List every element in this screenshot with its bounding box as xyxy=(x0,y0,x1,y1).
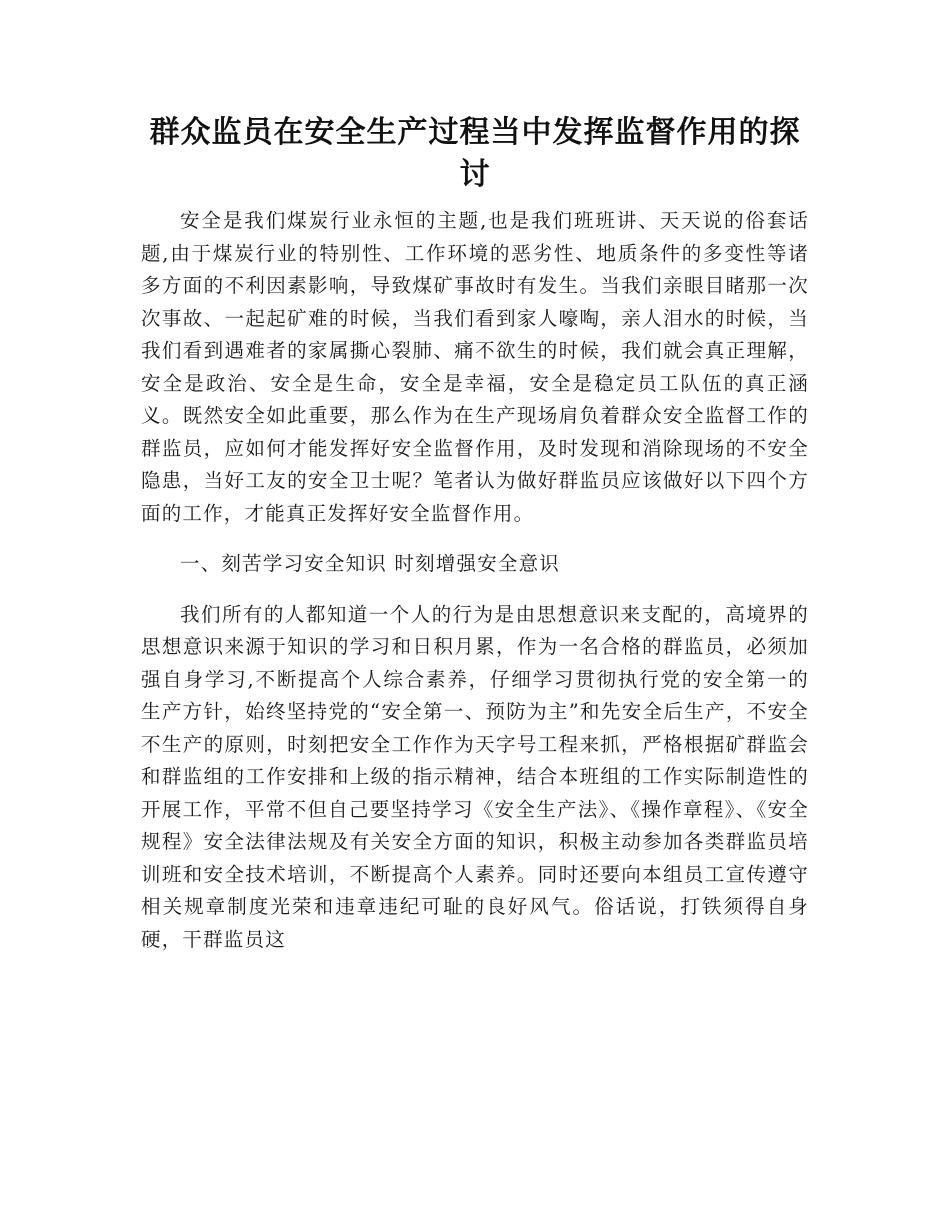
section-heading-1: 一、刻苦学习安全知识 时刻增强安全意识 xyxy=(180,552,560,575)
paragraph-section-1: 我们所有的人都知道一个人的行为是由思想意识来支配的，高境界的思想意识来源于知识的学习和日积月累，作为一名合格的群监员，必须加强自身学习,不断提高个人综合素养，仔细学习贯彻执行党的安全第一的生产方针，始终坚持党的“安全第一、预防为主”和先安全后生产，不安全不生产的原则，时刻把安全工作作为天字号工程来抓，严格根据矿群监会和群监组的工作安排和上级的指示精神，结合本班组的工作实际制造性的开展工作，平常不但自己要坚持学习《安全生产法》、《操作章程》、《安全规程》安全法律法规及有关安全方面的知识，积极主动参加各类群监员培训班和安全技术培训，不断提高个人素养。同时还要向本组员工宣传遵守相关规章制度光荣和违章违纪可耻的良好风气。俗话说，打铁须得自身硬，干群监员这 xyxy=(141,602,809,951)
document-body xyxy=(141,205,809,956)
paragraph-gap xyxy=(141,581,809,599)
paragraph-intro: 安全是我们煤炭行业永恒的主题,也是我们班班讲、天天说的俗套话题,由于煤炭行业的特别性、工作环境的恶劣性、地质条件的多变性等诸多方面的不利因素影响，导致煤矿事故时有发生。当我们亲眼目睹那一次次事故、一起起矿难的时候，当我们看到家人嚎啕，亲人泪水的时候，当我们看到遇难者的家属撕心裂肺、痛不欲生的时候，我们就会真正理解，安全是政治、安全是生命，安全是幸福，安全是稳定员工队伍的真正涵义。既然安全如此重要，那么作为在生产现场肩负着群众安全监督工作的群监员，应如何才能发挥好安全监督作用，及时发现和消除现场的不安全隐患，当好工友的安全卫士呢？笔者认为做好群监员应该做好以下四个方面的工作，才能真正发挥好安全监督作用。 xyxy=(141,209,809,525)
paragraph-gap xyxy=(141,530,809,548)
document-title: 群众监员在安全生产过程当中发挥监督作用的探讨 xyxy=(149,115,801,192)
